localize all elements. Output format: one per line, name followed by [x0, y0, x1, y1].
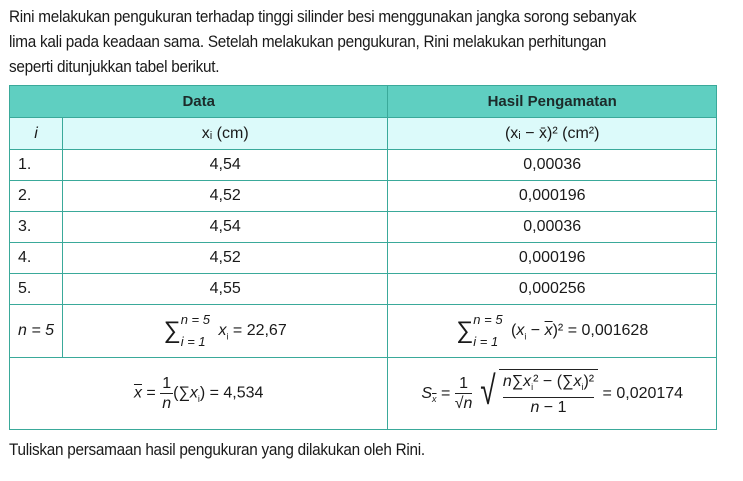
table-row: [10, 181, 717, 212]
col-i: i: [10, 118, 63, 150]
row-index: 1.: [10, 150, 63, 181]
row-xi: 4,52: [62, 243, 387, 274]
table-subheader-row: [10, 118, 717, 150]
n-label: n = 5: [10, 305, 63, 358]
row-index: 4.: [10, 243, 63, 274]
intro-line-3: seperti ditunjukkan tabel berikut.: [9, 57, 220, 76]
intro-line-2: lima kali pada keadaan sama. Setelah melakukan pengukuran, Rini melakukan perhitungan: [9, 32, 607, 51]
measurement-table: [9, 85, 717, 430]
row-xi: 4,54: [62, 212, 387, 243]
row-xi: 4,52: [62, 181, 387, 212]
sum-lower-limit: i = 1: [180, 334, 206, 349]
sum-sq-value: 0,001628: [581, 322, 649, 340]
row-sq: 0,000256: [388, 274, 717, 305]
row-sq: 0,000196: [388, 243, 717, 274]
sigma-icon: ∑: [456, 317, 474, 344]
table-row: [10, 274, 717, 305]
table-row: [10, 212, 717, 243]
sum-row: [10, 305, 717, 358]
sum-xi-formula: ∑ n = 5 i = 1 $x_i = 22,67$: [62, 305, 387, 358]
sqrt-icon: √ $n\sum x_i^2 - (\sum x_i)^2$ n − 1: [477, 369, 598, 418]
question-text: Tuliskan persamaan hasil pengukuran yang dilakukan oleh Rini.: [9, 440, 425, 459]
row-index: 3.: [10, 212, 63, 243]
sum-upper-limit: n = 5: [473, 312, 503, 327]
mean-formula: $\overline{x}$ = $\frac{1}{n}$ $(\sum x_i) = 4,534$: [10, 358, 388, 430]
sum-upper-limit: n = 5: [180, 312, 210, 327]
std-error-formula: $S_{\overline{x}}$ = $\frac{1}{√n}$ √ $n\sum x_i^2 - (\sum x_i)^2$ n − 1 = 0,020174: [388, 358, 717, 430]
header-result: Hasil Pengamatan: [388, 86, 717, 118]
row-xi: 4,55: [62, 274, 387, 305]
std-error-value: 0,020174: [616, 384, 684, 402]
table-header-row: [10, 86, 717, 118]
sum-lower-limit: i = 1: [473, 334, 499, 349]
intro-paragraph: [9, 4, 720, 79]
row-index: 5.: [10, 274, 63, 305]
mean-value: 4,534: [223, 384, 264, 402]
col-squared-deviation: (xᵢ − x̄)² (cm²): [388, 118, 717, 150]
row-xi: 4,54: [62, 150, 387, 181]
table-row: [10, 243, 717, 274]
row-index: 2.: [10, 181, 63, 212]
sigma-icon: ∑: [163, 317, 181, 344]
sum-sq-formula: ∑ n = 5 i = 1 $(x_i - \overline{x})^2 = 0,001628$: [388, 305, 717, 358]
sum-xi-value: 22,67: [246, 322, 287, 340]
row-sq: 0,00036: [388, 150, 717, 181]
row-sq: 0,000196: [388, 181, 717, 212]
header-data: Data: [10, 86, 388, 118]
row-sq: 0,00036: [388, 212, 717, 243]
intro-line-1: Rini melakukan pengukuran terhadap tinggi silinder besi menggunakan jangka sorong sebanyak: [9, 7, 637, 26]
table-row: [10, 150, 717, 181]
col-xi: xᵢ (cm): [62, 118, 387, 150]
statistics-row: [10, 358, 717, 430]
